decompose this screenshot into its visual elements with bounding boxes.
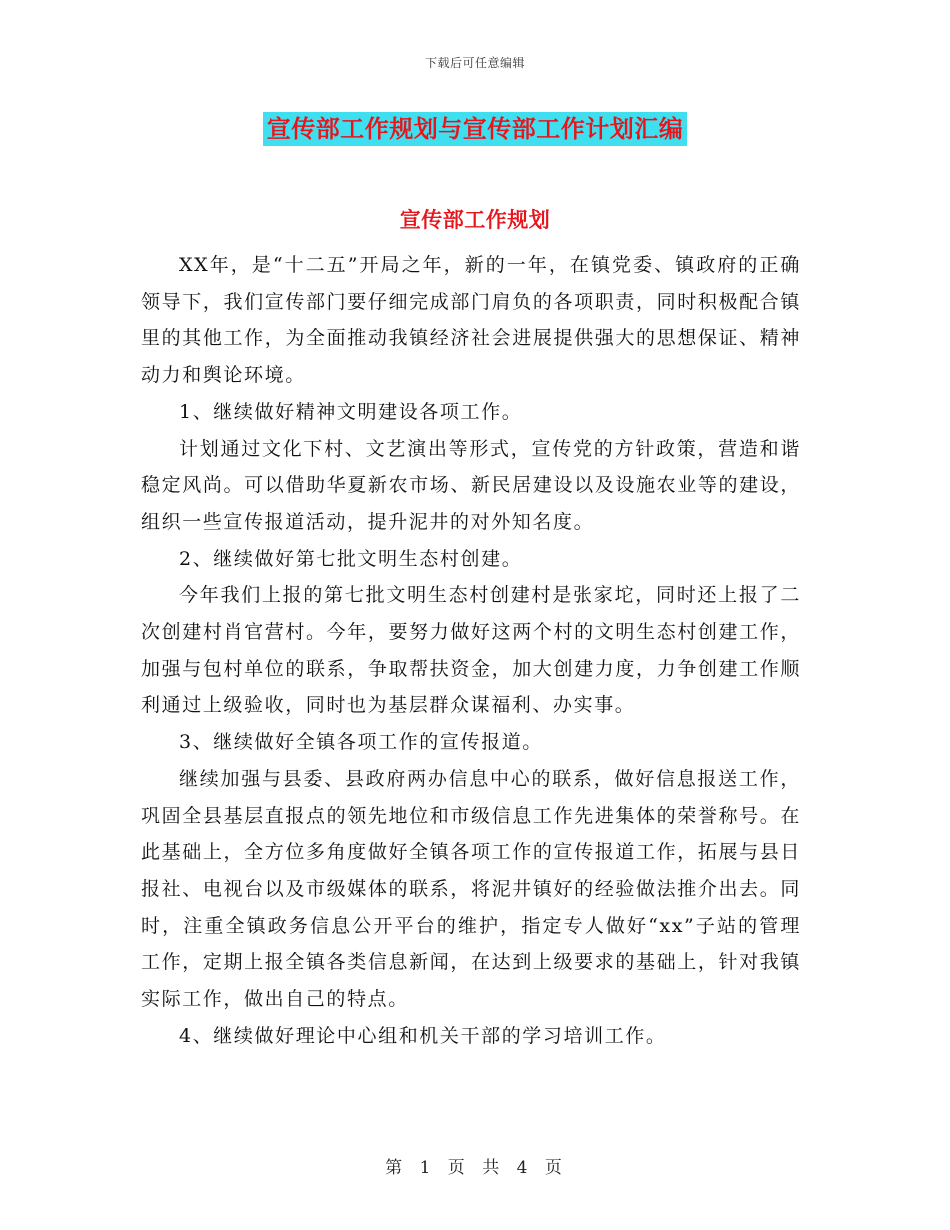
header-note: 下载后可任意编辑 xyxy=(424,56,525,70)
paragraph-item-2: 今年我们上报的第七批文明生态村创建村是张家坨，同时还上报了二次创建村肖官营村。今年，要努力做好这两个村的文明生态村创建工作，加强与包村单位的联系，争取帮扶资金，加大创建力度，力争创建工作顺利通过上级验收，同时也为基层群众谋福利、办实事。 xyxy=(141,584,801,717)
paragraph-item-1: 计划通过文化下村、文艺演出等形式，宣传党的方针政策，营造和谐稳定风尚。可以借助华夏新农市场、新民居建设以及设施农业等的建设，组织一些宣传报道活动，提升泥井的对外知名度。 xyxy=(141,437,801,533)
paragraph-item-3: 继续加强与县委、县政府两办信息中心的联系，做好信息报送工作，巩固全县基层直报点的领先地位和市级信息工作先进集体的荣誉称号。在此基础上，全方位多角度做好全镇各项工作的宣传报道工作，拓展与县日报社、电视台以及市级媒体的联系，将泥井镇好的经验做法推介出去。同时，注重全镇政务信息公开平台的维护，指定专人做好“xx”子站的管理工作，定期上报全镇各类信息新闻，在达到上级要求的基础上，针对我镇实际工作，做出自己的特点。 xyxy=(141,767,801,1011)
section-title: 宣传部工作规划 xyxy=(399,207,551,232)
document-title-container xyxy=(0,112,950,146)
document-body xyxy=(141,247,801,1054)
heading-item-2: 2、继续做好第七批文明生态村创建。 xyxy=(179,547,523,570)
paragraph-intro: XX年，是“十二五”开局之年，新的一年，在镇党委、镇政府的正确领导下，我们宣传部门要仔细完成部门肩负的各项职责，同时积极配合镇里的其他工作，为全面推动我镇经济社会进展提供强大的思想保证、精神动力和舆论环境。 xyxy=(141,254,801,387)
heading-item-4: 4、继续做好理论中心组和机关干部的学习培训工作。 xyxy=(179,1024,667,1047)
document-title: 宣传部工作规划与宣传部工作计划汇编 xyxy=(263,112,688,146)
heading-item-1: 1、继续做好精神文明建设各项工作。 xyxy=(179,400,523,423)
heading-item-3: 3、继续做好全镇各项工作的宣传报道。 xyxy=(179,731,543,754)
page-number-footer: 第 1 页 共 4 页 xyxy=(385,1158,565,1178)
